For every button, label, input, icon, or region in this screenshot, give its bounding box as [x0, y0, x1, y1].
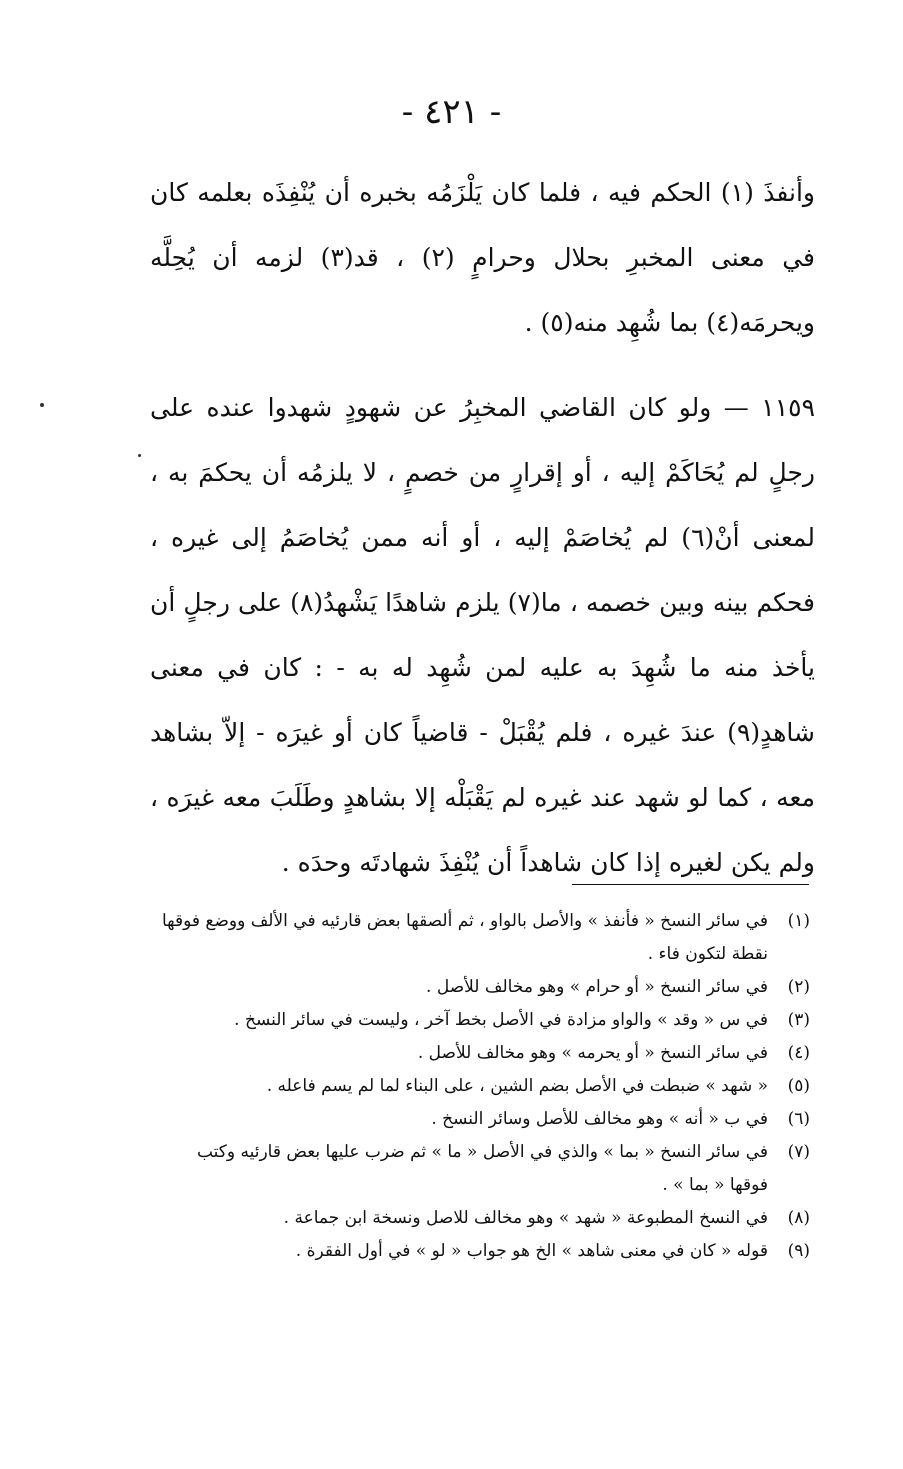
footnote	[160, 1235, 810, 1268]
paragraph-1159: ١١٥٩ — ولو كان القاضي المخبِرُ عن شهودٍ شهدوا عنده على رجلٍ لم يُحَاكَمْ إليه ، أو إقرارٍ من خصمٍ ، لا يلزمُه أن يحكمَ به ، لمعنى أنْ(٦) لم يُخاصَمْ إليه ، أو أنه ممن يُخاصَمُ إلى غيره ، فحكم بينه وبين خصمه ، ما(٧) يلزم شاهدًا يَشْهدُ(٨) على رجلٍ أن يأخذ منه ما شُهِدَ به عليه لمن شُهِد له به - : كان في معنى شاهدٍ(٩) عندَ غيره ، فلم يُقْبَلْ - قاضياً كان أو غيرَه - إلاّ بشاهد معه ، كما لو شهد عند غيره لم يَقْبَلْه إلا بشاهدٍ وطَلَبَ معه غيرَه ، ولم يكن لغيره إذا كان شاهداً أن يُنْفِذَ شهادتَه وحدَه .	[150, 393, 815, 877]
footnote-text: في س « وقد » والواو مزادة في الأصل بخط آخر ، وليست في سائر النسخ .	[234, 1010, 768, 1030]
footnote-number: (٩)	[787, 1241, 810, 1261]
main-text	[150, 160, 815, 895]
footnote-text: في سائر النسخ « بما » والذي في الأصل « ما » ثم ضرب عليها بعض قارئيه وكتب فوقها « بما » .	[196, 1142, 768, 1195]
footnote	[160, 1004, 810, 1037]
footnote-text: قوله « كان في معنى شاهد » الخ هو جواب « لو » في أول الفقرة .	[295, 1241, 768, 1261]
footnote-number: (٧)	[787, 1142, 810, 1162]
scan-speck	[138, 454, 141, 457]
paragraph-continuation: وأنفذَ (١) الحكم فيه ، فلما كان يَلْزَمُه بخبره أن يُنْفِذَه بعلمه كان في معنى المخبرِ بحلال وحرامٍ (٢) ، قد(٣) لزمه أن يُحِلَّه ويحرمَه(٤) بما شُهِد منه(٥) .	[150, 178, 816, 337]
footnote-number: (٤)	[787, 1043, 810, 1063]
footnote-text: في سائر النسخ « أو يحرمه » وهو مخالف للأصل .	[417, 1043, 768, 1063]
footnote-number: (٢)	[787, 977, 810, 997]
footnote	[160, 1103, 810, 1136]
footnote-text: « شهد » ضبطت في الأصل بضم الشين ، على البناء لما لم يسم فاعله .	[266, 1076, 768, 1096]
footnotes	[160, 905, 810, 1268]
footnote-number: (٥)	[787, 1076, 810, 1096]
page-number: - ٤٢١ -	[401, 92, 502, 132]
footnote	[160, 905, 810, 971]
footnote	[160, 1202, 810, 1235]
footnote	[160, 1070, 810, 1103]
footnote-text: في سائر النسخ « فأنفذ » والأصل بالواو ، ثم ألصقها بعض قارئيه في الألف ووضع فوقها نقطة لتكون فاء .	[161, 911, 768, 964]
footnote-text: في ب « أنه » وهو مخالف للأصل وسائر النسخ .	[431, 1109, 768, 1129]
footnote-number: (٣)	[787, 1010, 810, 1030]
footnote-number: (١)	[787, 911, 810, 931]
footnote-text: في النسخ المطبوعة « شهد » وهو مخالف للاصل ونسخة ابن جماعة .	[283, 1208, 768, 1228]
footnote	[160, 1037, 810, 1070]
footnote-number: (٦)	[787, 1109, 810, 1129]
footnote-number: (٨)	[787, 1208, 810, 1228]
footnote-divider	[572, 884, 809, 885]
scan-speck	[40, 403, 44, 407]
footnote	[160, 971, 810, 1004]
footnote	[160, 1136, 810, 1202]
footnote-text: في سائر النسخ « أو حرام » وهو مخالف للأصل .	[426, 977, 768, 997]
